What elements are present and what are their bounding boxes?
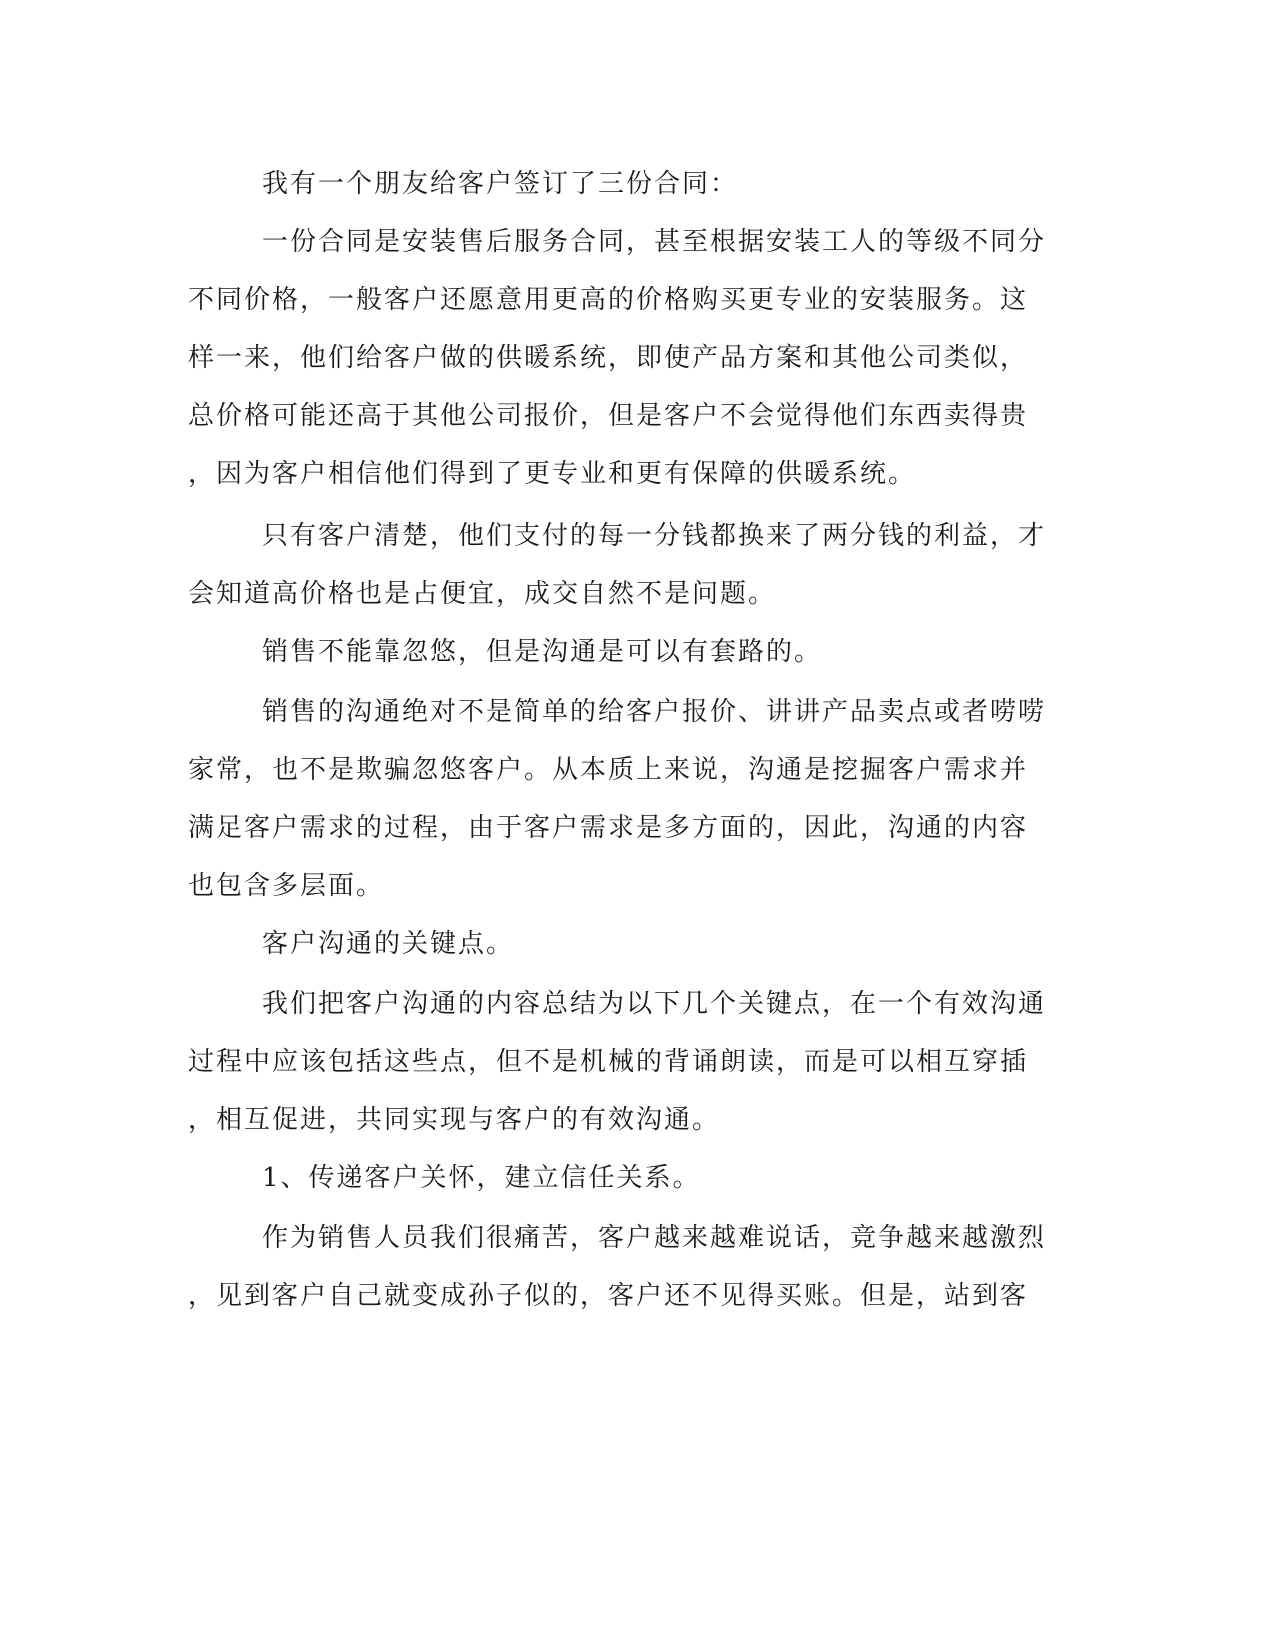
paragraph-line: 我有一个朋友给客户签订了三份合同： [262, 169, 739, 199]
paragraph-line: ，因为客户相信他们得到了更专业和更有保障的供暖系统。 [188, 459, 917, 489]
paragraph-line: 销售不能靠忽悠，但是沟通是可以有套路的。 [262, 637, 823, 667]
paragraph-line: ，相互促进，共同实现与客户的有效沟通。 [188, 1105, 721, 1135]
paragraph-line: 我们把客户沟通的内容总结为以下几个关键点，在一个有效沟通 [262, 989, 1047, 1019]
paragraph-line: 不同价格，一般客户还愿意用更高的价格购买更专业的安装服务。这 [188, 285, 1029, 315]
paragraph-line: 样一来，他们给客户做的供暖系统，即使产品方案和其他公司类似， [188, 343, 1029, 373]
paragraph-line: 一份合同是安装售后服务合同，甚至根据安装工人的等级不同分 [262, 227, 1047, 257]
paragraph-line: 总价格可能还高于其他公司报价，但是客户不会觉得他们东西卖得贵 [188, 401, 1029, 431]
paragraph-line: 只有客户清楚，他们支付的每一分钱都换来了两分钱的利益，才 [262, 521, 1047, 551]
paragraph-line: 会知道高价格也是占便宜，成交自然不是问题。 [188, 579, 777, 609]
paragraph-line: 客户沟通的关键点。 [262, 929, 515, 959]
paragraph-line: 也包含多层面。 [188, 871, 385, 901]
paragraph-line: 1、传递客户关怀，建立信任关系。 [262, 1163, 701, 1193]
paragraph-line: 作为销售人员我们很痛苦，客户越来越难说话，竞争越来越激烈 [262, 1223, 1047, 1253]
paragraph-line: 销售的沟通绝对不是简单的给客户报价、讲讲产品卖点或者唠唠 [262, 697, 1047, 727]
paragraph-line: 过程中应该包括这些点，但不是机械的背诵朗读，而是可以相互穿插 [188, 1047, 1029, 1077]
paragraph-line: 满足客户需求的过程，由于客户需求是多方面的，因此，沟通的内容 [188, 813, 1029, 843]
paragraph-line: 家常，也不是欺骗忽悠客户。从本质上来说，沟通是挖掘客户需求并 [188, 755, 1029, 785]
paragraph-line: ，见到客户自己就变成孙子似的，客户还不见得买账。但是，站到客 [188, 1281, 1029, 1311]
